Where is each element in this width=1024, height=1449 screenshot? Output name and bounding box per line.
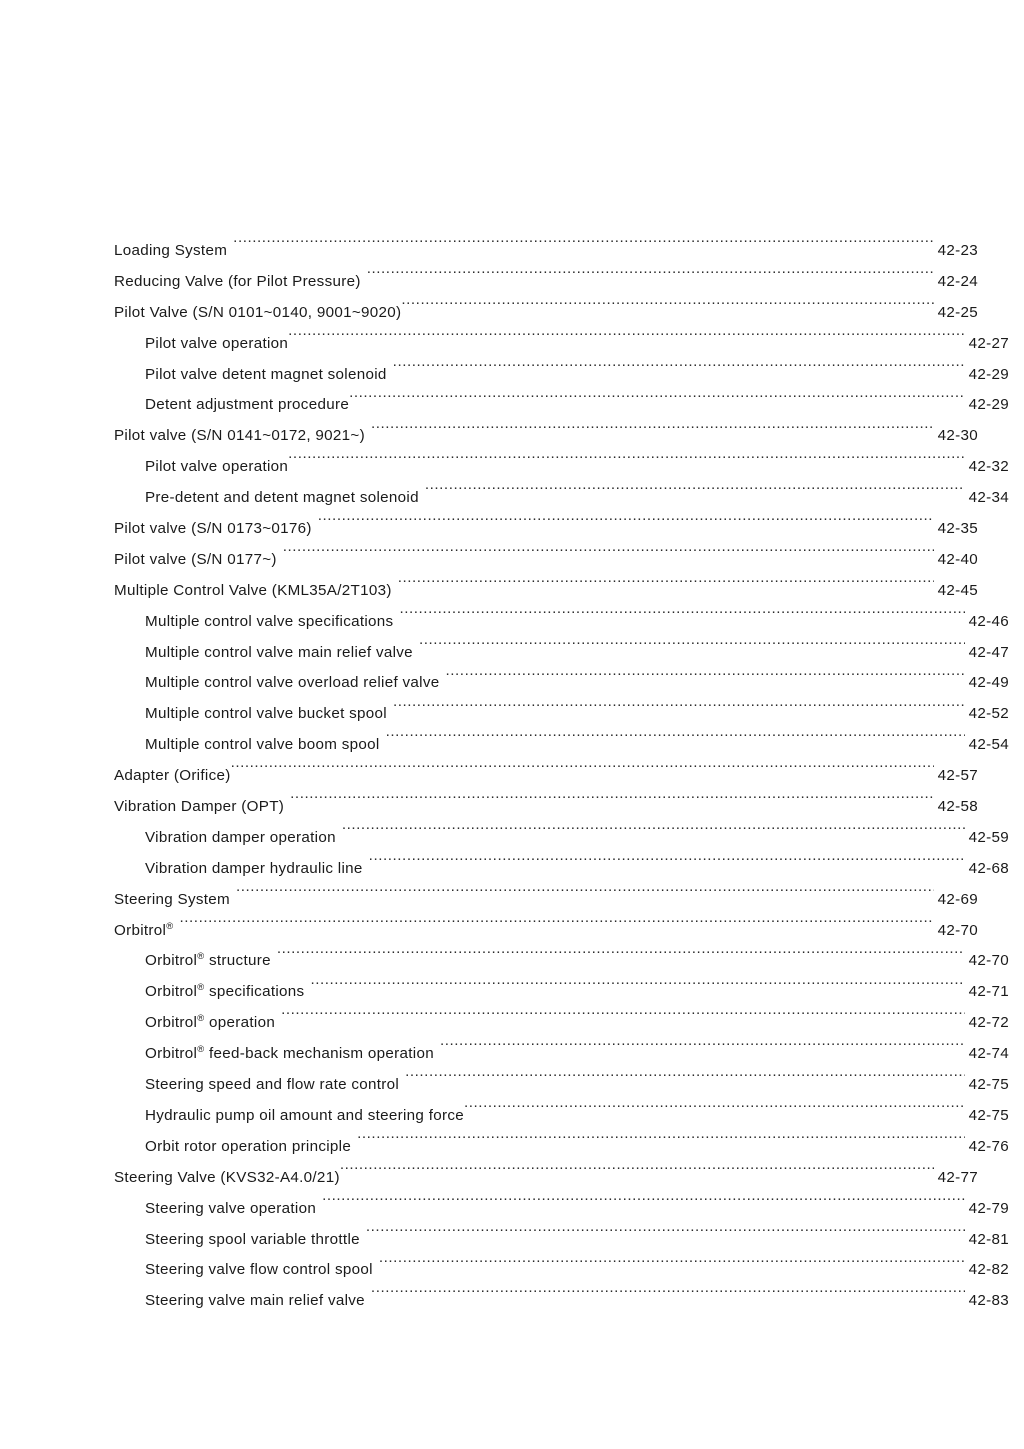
registered-trademark-symbol: ® bbox=[166, 919, 174, 931]
toc-leader-dots bbox=[290, 796, 933, 811]
toc-entry[interactable] bbox=[114, 607, 1009, 638]
toc-entry-title: Orbitrol® operation bbox=[145, 1012, 276, 1032]
toc-entry[interactable] bbox=[114, 390, 1009, 421]
toc-entry[interactable] bbox=[114, 1101, 1009, 1132]
toc-leader-dots bbox=[379, 1259, 965, 1274]
toc-entry-title: Multiple Control Valve (KML35A/2T103) bbox=[114, 581, 392, 599]
toc-entry[interactable] bbox=[114, 421, 978, 452]
toc-entry[interactable] bbox=[114, 360, 1009, 391]
toc-leader-dots bbox=[369, 858, 965, 873]
toc-entry[interactable] bbox=[114, 452, 1009, 483]
toc-entry-title: Detent adjustment procedure bbox=[145, 396, 350, 414]
toc-entry-page-number: 42-79 bbox=[968, 1199, 1009, 1217]
toc-entry[interactable] bbox=[114, 1194, 1009, 1225]
toc-entry-title: Pre-detent and detent magnet solenoid bbox=[145, 489, 419, 507]
toc-entry[interactable] bbox=[114, 236, 978, 267]
toc-entry-page-number: 42-32 bbox=[968, 458, 1009, 476]
toc-entry-page-number: 42-57 bbox=[937, 767, 978, 785]
toc-leader-dots bbox=[367, 271, 934, 286]
registered-trademark-symbol: ® bbox=[197, 1043, 205, 1055]
toc-leader-dots bbox=[281, 1012, 965, 1027]
toc-entry-page-number: 42-72 bbox=[968, 1014, 1009, 1032]
toc-leader-dots bbox=[310, 981, 964, 996]
toc-entry-page-number: 42-75 bbox=[968, 1076, 1009, 1094]
toc-entry-title-tail: operation bbox=[204, 1014, 276, 1032]
toc-entry-page-number: 42-34 bbox=[968, 489, 1009, 507]
toc-entry-title: Steering valve main relief valve bbox=[145, 1292, 365, 1310]
toc-leader-dots bbox=[393, 703, 965, 718]
toc-entry-title: Orbitrol® feed-back mechanism operation bbox=[145, 1043, 434, 1063]
toc-leader-dots bbox=[401, 302, 933, 317]
toc-leader-dots bbox=[464, 1105, 965, 1120]
toc-leader-dots bbox=[231, 765, 934, 780]
toc-entry-title: Hydraulic pump oil amount and steering force bbox=[145, 1106, 464, 1124]
toc-entry-title: Vibration damper operation bbox=[145, 828, 336, 846]
toc-leader-dots bbox=[445, 672, 964, 687]
toc-entry-page-number: 42-29 bbox=[968, 365, 1009, 383]
toc-leader-dots bbox=[440, 1043, 965, 1058]
toc-leader-dots bbox=[179, 919, 933, 934]
toc-entry[interactable] bbox=[114, 638, 1009, 669]
toc-entry[interactable] bbox=[114, 885, 978, 916]
toc-entry-page-number: 42-70 bbox=[937, 921, 978, 939]
toc-entry-title: Multiple control valve bucket spool bbox=[145, 705, 387, 723]
toc-entry-title-tail: feed-back mechanism operation bbox=[204, 1045, 434, 1063]
toc-entry-title: Adapter (Orifice) bbox=[114, 767, 231, 785]
toc-entry-page-number: 42-35 bbox=[937, 520, 978, 538]
toc-leader-dots bbox=[425, 487, 965, 502]
toc-entry-page-number: 42-71 bbox=[968, 983, 1009, 1001]
toc-leader-dots bbox=[405, 1074, 965, 1089]
toc-entry-title: Orbitrol® bbox=[114, 919, 174, 939]
toc-entry-page-number: 42-40 bbox=[937, 550, 978, 568]
toc-entry-page-number: 42-74 bbox=[968, 1045, 1009, 1063]
toc-entry[interactable] bbox=[114, 483, 1009, 514]
toc-entry[interactable] bbox=[114, 329, 1009, 360]
toc-entry[interactable] bbox=[114, 576, 978, 607]
toc-leader-dots bbox=[393, 363, 965, 378]
toc-entry[interactable] bbox=[114, 267, 978, 298]
toc-entry-title: Multiple control valve main relief valve bbox=[145, 643, 413, 661]
toc-entry-page-number: 42-58 bbox=[937, 798, 978, 816]
toc-leader-dots bbox=[277, 950, 965, 965]
toc-entry[interactable] bbox=[114, 1070, 1009, 1101]
toc-entry[interactable] bbox=[114, 1255, 1009, 1286]
toc-entry[interactable] bbox=[114, 699, 1009, 730]
toc-entry-title: Multiple control valve overload relief valve bbox=[145, 674, 440, 692]
toc-entry[interactable] bbox=[114, 854, 1009, 885]
toc-entry[interactable] bbox=[114, 916, 978, 947]
toc-entry-title: Pilot valve operation bbox=[145, 458, 289, 476]
toc-leader-dots bbox=[233, 240, 933, 255]
toc-leader-dots bbox=[399, 611, 964, 626]
toc-leader-dots bbox=[371, 1290, 965, 1305]
registered-trademark-symbol: ® bbox=[197, 981, 205, 993]
toc-entry[interactable] bbox=[114, 1008, 1009, 1039]
toc-entry-title: Pilot valve (S/N 0173~0176) bbox=[114, 520, 312, 538]
toc-entry-title: Loading System bbox=[114, 242, 228, 259]
toc-entry-title: Reducing Valve (for Pilot Pressure) bbox=[114, 272, 361, 290]
toc-leader-dots bbox=[322, 1197, 965, 1212]
toc-entry-title: Pilot valve operation bbox=[145, 334, 289, 352]
toc-leader-dots bbox=[340, 1167, 934, 1182]
toc-leader-dots bbox=[288, 456, 964, 471]
toc-leader-dots bbox=[342, 827, 965, 842]
toc-entry-page-number: 42-70 bbox=[968, 952, 1009, 970]
toc-leader-dots bbox=[386, 734, 965, 749]
toc-leader-dots bbox=[398, 580, 934, 595]
toc-entry-title: Steering spool variable throttle bbox=[145, 1230, 360, 1248]
registered-trademark-symbol: ® bbox=[197, 950, 205, 962]
toc-entry[interactable] bbox=[114, 1039, 1009, 1070]
toc-entry-title: Pilot valve (S/N 0177~) bbox=[114, 550, 277, 568]
toc-entry-page-number: 42-83 bbox=[968, 1292, 1009, 1310]
toc-entry-title: Orbit rotor operation principle bbox=[145, 1137, 352, 1155]
toc-entry-page-number: 42-47 bbox=[968, 643, 1009, 661]
toc-entry-page-number: 42-77 bbox=[937, 1168, 978, 1186]
toc-entry-page-number: 42-69 bbox=[937, 890, 978, 908]
toc-leader-dots bbox=[349, 394, 965, 409]
toc-entry-title: Steering speed and flow rate control bbox=[145, 1076, 400, 1094]
toc-entry[interactable] bbox=[114, 1286, 1009, 1317]
toc-entry-page-number: 42-23 bbox=[937, 242, 978, 259]
toc-entry-title: Vibration damper hydraulic line bbox=[145, 859, 363, 877]
toc-leader-dots bbox=[419, 641, 965, 656]
toc-entry-title-tail: specifications bbox=[204, 983, 305, 1001]
toc-entry-page-number: 42-82 bbox=[968, 1261, 1009, 1279]
toc-entry[interactable] bbox=[114, 298, 978, 329]
toc-entry-title: Multiple control valve boom spool bbox=[145, 736, 380, 754]
toc-entry-title: Vibration Damper (OPT) bbox=[114, 798, 285, 816]
toc-entry-page-number: 42-30 bbox=[937, 427, 978, 445]
toc-entry[interactable] bbox=[114, 977, 1009, 1008]
toc-entry-title: Pilot Valve (S/N 0101~0140, 9001~9020) bbox=[114, 303, 402, 321]
toc-entry-title: Pilot valve (S/N 0141~0172, 9021~) bbox=[114, 427, 365, 445]
toc-entry[interactable] bbox=[114, 1132, 1009, 1163]
toc-leader-dots bbox=[283, 549, 934, 564]
toc-entry-page-number: 42-68 bbox=[968, 859, 1009, 877]
toc-entry-page-number: 42-46 bbox=[968, 612, 1009, 630]
toc-leader-dots bbox=[366, 1228, 965, 1243]
toc-entry-page-number: 42-75 bbox=[968, 1106, 1009, 1124]
toc-entry[interactable] bbox=[114, 730, 1009, 761]
toc-leader-dots bbox=[236, 889, 934, 904]
toc-entry-page-number: 42-54 bbox=[968, 736, 1009, 754]
toc-entry[interactable] bbox=[114, 946, 1009, 977]
toc-entry[interactable] bbox=[114, 1163, 978, 1194]
toc-entry[interactable] bbox=[114, 545, 978, 576]
toc-entry-page-number: 42-24 bbox=[937, 272, 978, 290]
toc-entry-title: Orbitrol® specifications bbox=[145, 981, 305, 1001]
toc-entry[interactable] bbox=[114, 514, 978, 545]
toc-entry-title: Steering System bbox=[114, 890, 230, 908]
toc-entry-page-number: 42-81 bbox=[968, 1230, 1009, 1248]
toc-entry[interactable] bbox=[114, 792, 978, 823]
toc-entry-title: Multiple control valve specifications bbox=[145, 612, 394, 630]
toc-entry[interactable] bbox=[114, 668, 1009, 699]
toc-entry-page-number: 42-59 bbox=[968, 828, 1009, 846]
toc-entry-page-number: 42-45 bbox=[937, 581, 978, 599]
toc-entry-title: Steering valve operation bbox=[145, 1199, 317, 1217]
toc-entry-title: Steering valve flow control spool bbox=[145, 1261, 373, 1279]
toc-entry-page-number: 42-27 bbox=[968, 334, 1009, 352]
toc-entry[interactable] bbox=[114, 1225, 1009, 1256]
table-of-contents-list bbox=[114, 236, 1009, 1317]
toc-entry-page-number: 42-52 bbox=[968, 705, 1009, 723]
toc-leader-dots bbox=[318, 518, 934, 533]
toc-entry-page-number: 42-76 bbox=[968, 1137, 1009, 1155]
toc-entry-page-number: 42-49 bbox=[968, 674, 1009, 692]
registered-trademark-symbol: ® bbox=[197, 1012, 205, 1024]
toc-entry-page-number: 42-29 bbox=[968, 396, 1009, 414]
toc-leader-dots bbox=[357, 1136, 965, 1151]
toc-entry[interactable] bbox=[114, 761, 978, 792]
toc-entry-title: Orbitrol® structure bbox=[145, 950, 271, 970]
toc-entry-title-tail: structure bbox=[204, 952, 271, 970]
toc-entry-page-number: 42-25 bbox=[937, 303, 978, 321]
toc-entry[interactable] bbox=[114, 823, 1009, 854]
toc-entry-title: Steering Valve (KVS32-A4.0/21) bbox=[114, 1168, 340, 1186]
toc-leader-dots bbox=[371, 425, 934, 440]
toc-leader-dots bbox=[288, 332, 964, 347]
toc-entry-title: Pilot valve detent magnet solenoid bbox=[145, 365, 387, 383]
